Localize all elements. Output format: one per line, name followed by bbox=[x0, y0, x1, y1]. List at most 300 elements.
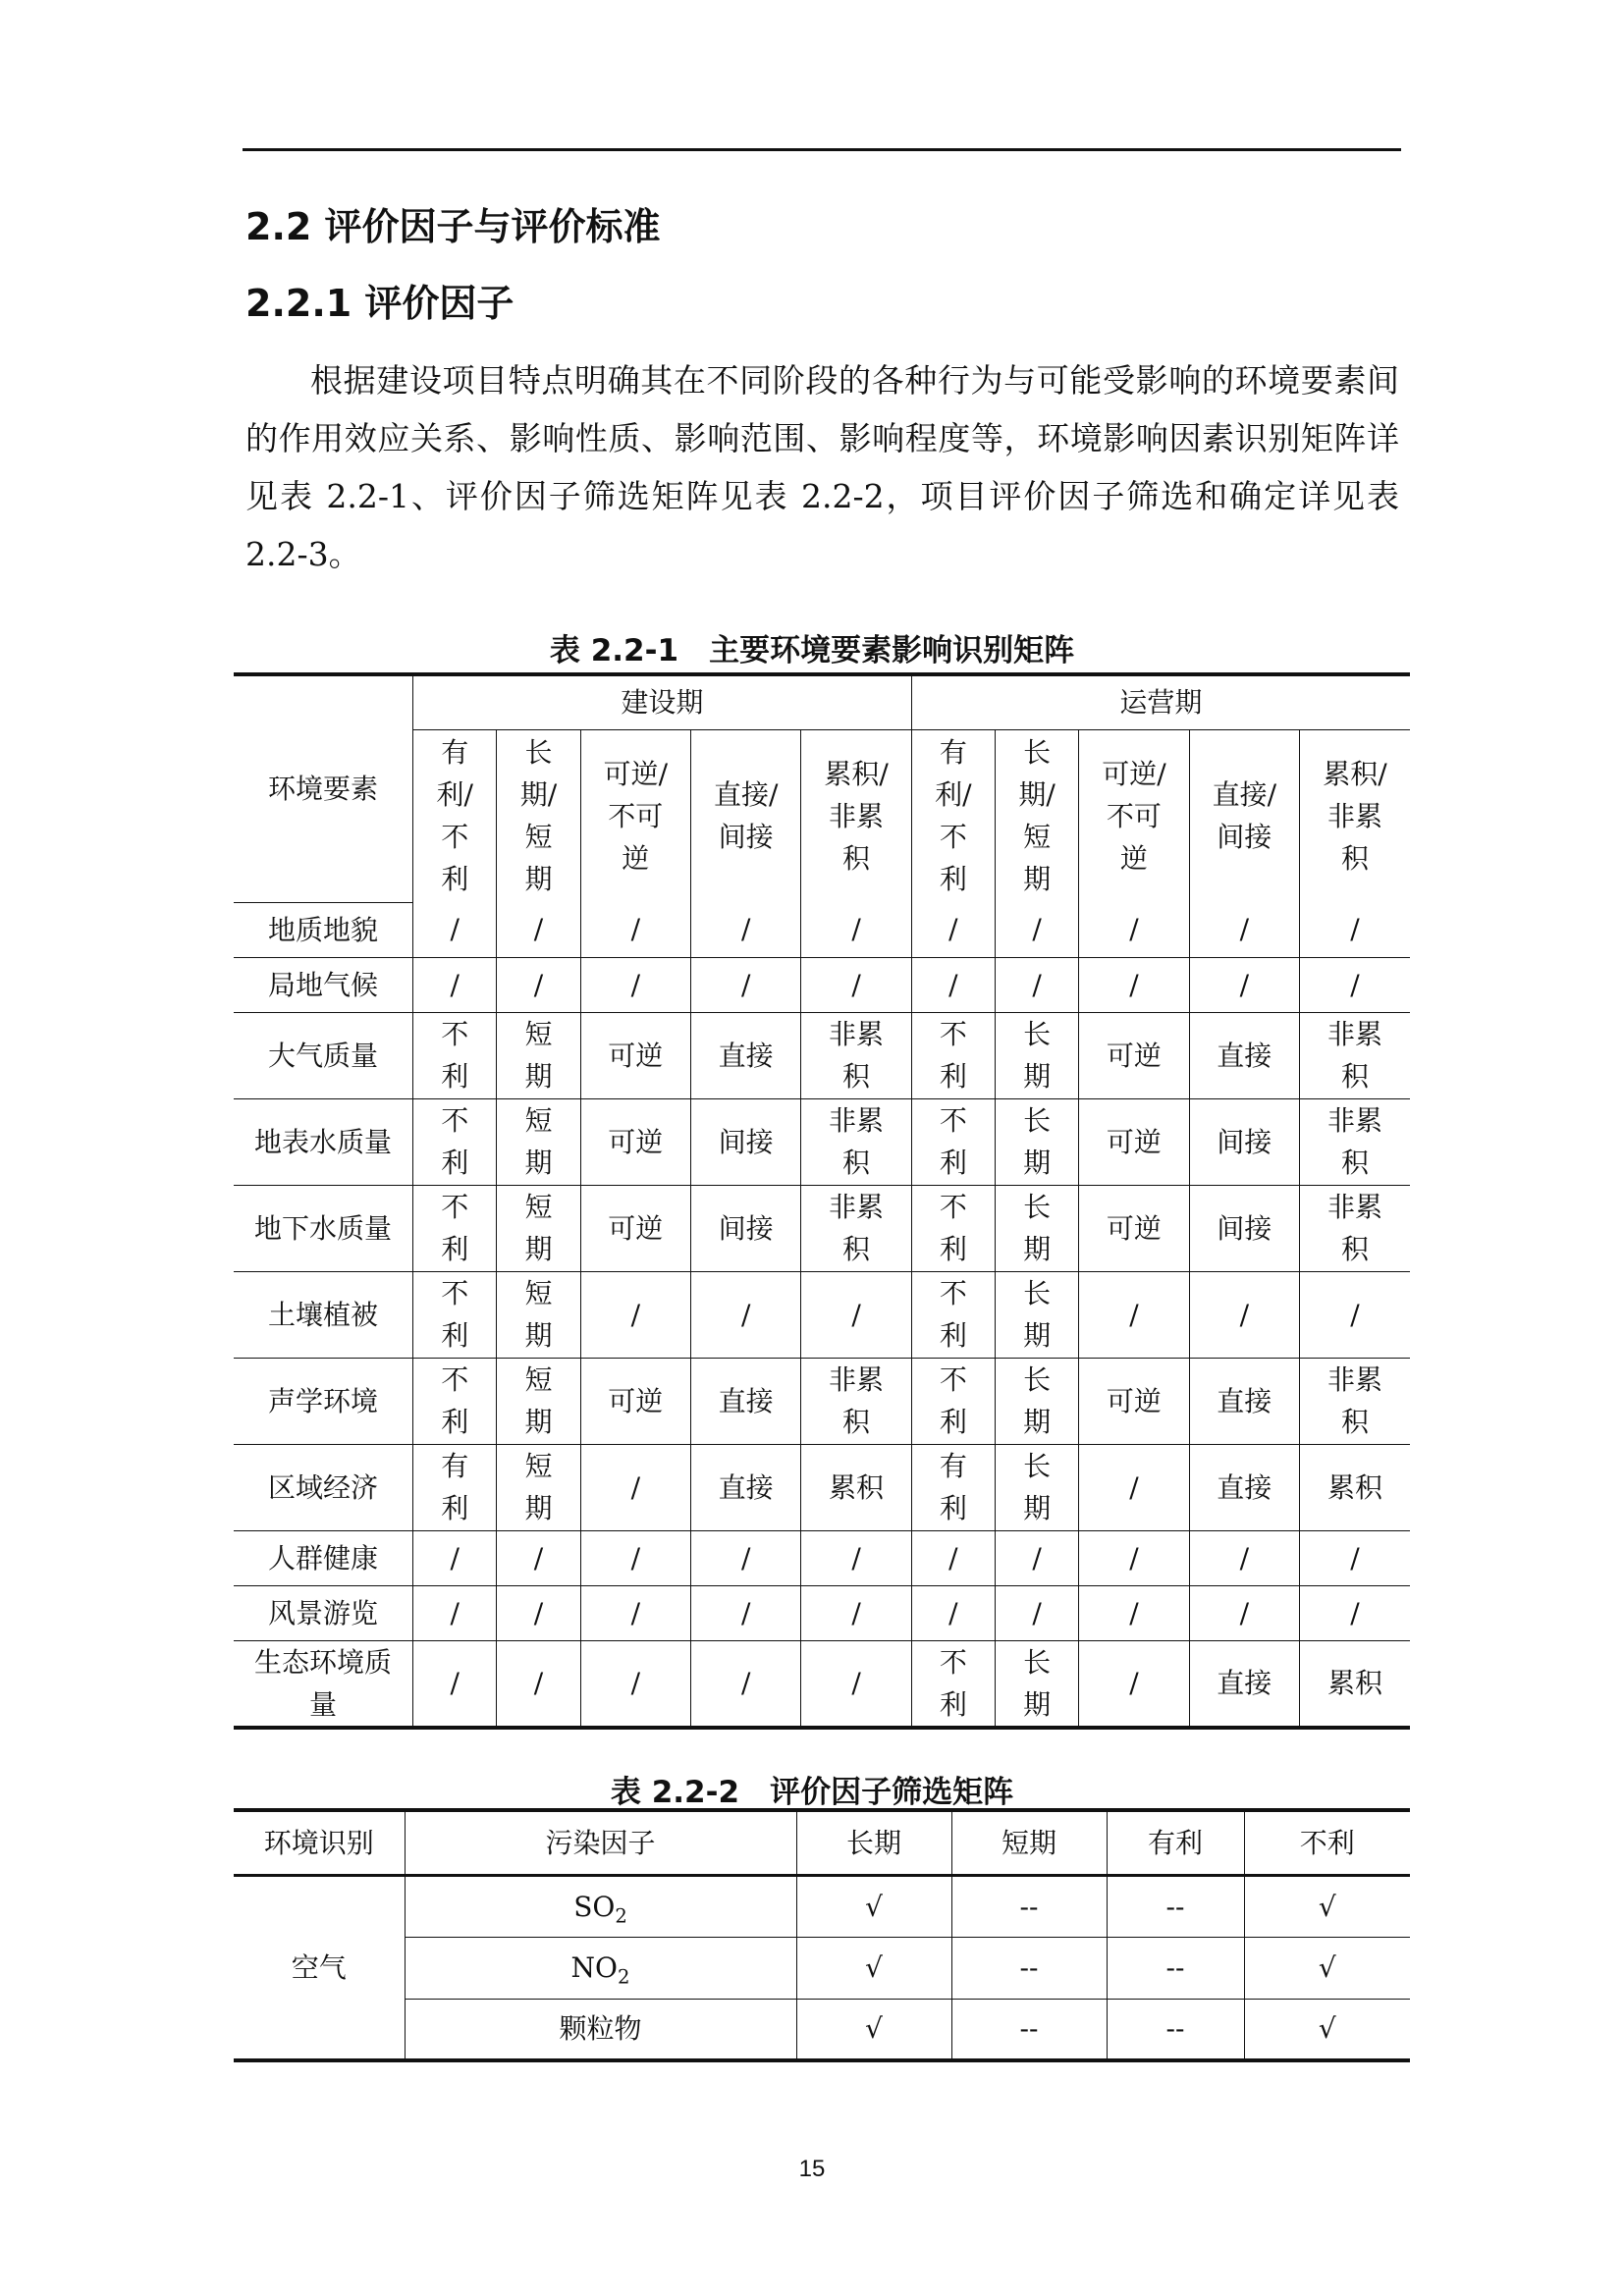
impact-cell bbox=[911, 1585, 995, 1640]
impact-cell bbox=[413, 1271, 497, 1358]
cell-line: 积 bbox=[842, 1060, 871, 1093]
cell-line: 短 bbox=[524, 821, 553, 854]
impact-cell bbox=[1299, 1530, 1410, 1585]
cell-line: 积 bbox=[842, 1147, 871, 1179]
impact-cell bbox=[413, 902, 497, 957]
cell-line: 积 bbox=[1340, 1060, 1369, 1093]
table-row bbox=[234, 1640, 1410, 1728]
impact-cell bbox=[497, 1358, 580, 1444]
cell-line: / bbox=[450, 1596, 460, 1629]
cell-line: 长 bbox=[1023, 1645, 1052, 1679]
cell-line: 非累 bbox=[829, 1018, 885, 1050]
impact-cell bbox=[1189, 902, 1299, 957]
column-header: 有利 bbox=[1107, 1810, 1244, 1875]
factor-screening-table bbox=[234, 1808, 1410, 2062]
cell-line: / bbox=[1350, 1596, 1360, 1629]
cell-line: / bbox=[851, 1667, 861, 1699]
cell-line: 期 bbox=[524, 863, 553, 896]
impact-cell bbox=[497, 957, 580, 1012]
cell-line: 期 bbox=[1023, 1319, 1052, 1352]
impact-cell bbox=[690, 1358, 800, 1444]
impact-cell bbox=[580, 902, 690, 957]
cell-line: 累积/ bbox=[824, 757, 889, 790]
impact-cell bbox=[995, 902, 1078, 957]
impact-cell bbox=[801, 957, 911, 1012]
body-paragraph: 根据建设项目特点明确其在不同阶段的各种行为与可能受影响的环境要素间的作用效应关系、影响性质、影响范围、影响程度等，环境影响因素识别矩阵详见表 2.2-1、评价因子筛选矩阵见表 2.2-2，项目评价因子筛选和确定详见表 2.2-3。 bbox=[245, 361, 1399, 573]
cell-line: 积 bbox=[1340, 1406, 1369, 1438]
cell-line: 可逆/ bbox=[603, 757, 669, 790]
element-cell bbox=[234, 1585, 413, 1640]
mark-cell-long: √ bbox=[796, 1999, 951, 2060]
mark-cell-bad: √ bbox=[1244, 1937, 1410, 1999]
element-cell bbox=[234, 1358, 413, 1444]
subsection-title: 2.2.1 评价因子 bbox=[245, 282, 514, 325]
cell-line: 不 bbox=[939, 821, 967, 854]
cell-line: 地表水质量 bbox=[254, 1125, 393, 1158]
impact-cell bbox=[413, 1530, 497, 1585]
element-cell bbox=[234, 1444, 413, 1530]
attribute-header bbox=[1189, 729, 1299, 902]
impact-cell bbox=[413, 1098, 497, 1185]
cell-line: / bbox=[1032, 1541, 1042, 1575]
impact-cell bbox=[1299, 1012, 1410, 1098]
cell-line: 有 bbox=[939, 1450, 967, 1482]
impact-cell bbox=[1299, 1185, 1410, 1271]
cell-line: 非累 bbox=[829, 1191, 885, 1223]
phase-operation: 运营期 bbox=[911, 674, 1410, 729]
cell-line: 长 bbox=[1023, 1191, 1052, 1223]
impact-cell bbox=[995, 1530, 1078, 1585]
cell-line: / bbox=[450, 1667, 460, 1699]
cell-line: / bbox=[851, 913, 861, 946]
impact-cell bbox=[1189, 1185, 1299, 1271]
mark-cell-long: √ bbox=[796, 1875, 951, 1937]
section-title: 2.2 评价因子与评价标准 bbox=[245, 205, 661, 248]
cell-line: 可逆 bbox=[1106, 1125, 1162, 1158]
mark-cell-bad: √ bbox=[1244, 1875, 1410, 1937]
cell-line: 大气质量 bbox=[268, 1039, 379, 1072]
cell-line: / bbox=[630, 1470, 641, 1504]
cell-line: 间接 bbox=[1217, 821, 1272, 854]
cell-line: 期 bbox=[524, 1492, 553, 1524]
attribute-header bbox=[690, 729, 800, 902]
cell-line: / bbox=[630, 913, 641, 946]
cell-line: 可逆 bbox=[1106, 1211, 1162, 1245]
cell-line: 直接/ bbox=[1212, 778, 1276, 812]
table-row bbox=[234, 1098, 1410, 1185]
cell-line: 不 bbox=[441, 1277, 469, 1309]
table-row bbox=[234, 1012, 1410, 1098]
cell-line: 可逆 bbox=[608, 1384, 664, 1417]
cell-line: / bbox=[948, 1596, 958, 1629]
impact-cell bbox=[1299, 1358, 1410, 1444]
cell-line: / bbox=[1129, 1298, 1139, 1331]
cell-line: 间接 bbox=[1217, 1211, 1272, 1245]
impact-cell bbox=[801, 1098, 911, 1185]
cell-line: / bbox=[450, 913, 460, 946]
cell-line: 期/ bbox=[519, 778, 558, 812]
cell-line: 长 bbox=[1023, 1018, 1052, 1050]
cell-line: 可逆 bbox=[608, 1211, 664, 1245]
cell-line: 间接 bbox=[718, 1211, 774, 1245]
impact-cell bbox=[413, 1585, 497, 1640]
cell-line: 期 bbox=[1023, 1233, 1052, 1265]
table-row bbox=[234, 1937, 1410, 1999]
mark-cell-long: √ bbox=[796, 1937, 951, 1999]
cell-line: 积 bbox=[1340, 1147, 1369, 1179]
impact-cell bbox=[690, 1012, 800, 1098]
cell-line: 不 bbox=[939, 1018, 967, 1050]
impact-cell bbox=[801, 1358, 911, 1444]
phase-construction: 建设期 bbox=[413, 674, 912, 729]
cell-line: 地质地貌 bbox=[268, 913, 379, 946]
cell-line: / bbox=[533, 1596, 544, 1629]
impact-cell bbox=[1189, 1530, 1299, 1585]
cell-line: / bbox=[1129, 1667, 1139, 1699]
cell-line: 短 bbox=[524, 1363, 553, 1396]
impact-cell bbox=[580, 1530, 690, 1585]
impact-cell bbox=[497, 1185, 580, 1271]
table-row bbox=[234, 1875, 1410, 1937]
element-cell bbox=[234, 1098, 413, 1185]
impact-cell bbox=[413, 1358, 497, 1444]
cell-line: / bbox=[1350, 1298, 1360, 1331]
cell-line: 期 bbox=[1023, 1687, 1052, 1721]
impact-cell bbox=[580, 1271, 690, 1358]
impact-cell bbox=[413, 1185, 497, 1271]
cell-line: 非累 bbox=[1326, 1104, 1382, 1137]
impact-cell bbox=[995, 1271, 1078, 1358]
cell-line: 累积 bbox=[1326, 1667, 1382, 1699]
cell-line: 长 bbox=[1023, 1277, 1052, 1309]
element-cell bbox=[234, 1185, 413, 1271]
impact-cell bbox=[911, 902, 995, 957]
impact-cell bbox=[497, 902, 580, 957]
cell-line: 长 bbox=[1023, 1104, 1052, 1137]
cell-line: 累积 bbox=[1326, 1470, 1382, 1504]
cell-line: 利 bbox=[939, 863, 967, 896]
cell-line: 期 bbox=[1023, 1406, 1052, 1438]
cell-line: / bbox=[1239, 1298, 1249, 1331]
cell-line: 积 bbox=[842, 1406, 871, 1438]
impact-cell bbox=[995, 1640, 1078, 1728]
cell-line: 期 bbox=[524, 1233, 553, 1265]
cell-line: 间接 bbox=[718, 821, 774, 854]
impact-cell bbox=[801, 1585, 911, 1640]
cell-line: 有 bbox=[441, 736, 469, 770]
cell-line: / bbox=[630, 1667, 641, 1699]
cell-line: / bbox=[1129, 1541, 1139, 1575]
cell-line: 利/ bbox=[436, 778, 473, 812]
impact-cell bbox=[1079, 1640, 1189, 1728]
cell-line: 不 bbox=[441, 1191, 469, 1223]
impact-cell bbox=[690, 957, 800, 1012]
impact-cell bbox=[911, 1098, 995, 1185]
impact-cell bbox=[995, 1358, 1078, 1444]
cell-line: / bbox=[450, 1541, 460, 1575]
impact-cell bbox=[995, 1185, 1078, 1271]
cell-line: 可逆 bbox=[608, 1039, 664, 1072]
impact-cell bbox=[690, 1444, 800, 1530]
cell-line: / bbox=[1129, 968, 1139, 1001]
impact-cell bbox=[690, 1098, 800, 1185]
mark-cell-good: -- bbox=[1107, 1999, 1244, 2060]
table-row bbox=[234, 957, 1410, 1012]
cell-line: 利/ bbox=[935, 778, 972, 812]
cell-line: / bbox=[1239, 968, 1249, 1001]
cell-line: 期 bbox=[524, 1060, 553, 1093]
cell-line: 不 bbox=[939, 1277, 967, 1309]
cell-line: 直接 bbox=[1217, 1384, 1272, 1417]
cell-line: 期 bbox=[1023, 1060, 1052, 1093]
cell-line: 不 bbox=[441, 1018, 469, 1050]
attribute-header bbox=[580, 729, 690, 902]
cell-line: 期 bbox=[524, 1406, 553, 1438]
cell-line: 不 bbox=[939, 1645, 967, 1679]
impact-cell bbox=[1299, 957, 1410, 1012]
impact-cell bbox=[911, 1530, 995, 1585]
element-cell bbox=[234, 902, 413, 957]
cell-line: 不 bbox=[939, 1191, 967, 1223]
page-number: 15 bbox=[798, 2156, 826, 2182]
cell-line: / bbox=[1239, 1541, 1249, 1575]
attribute-header bbox=[413, 729, 497, 902]
table-row bbox=[234, 1530, 1410, 1585]
impact-cell bbox=[413, 1640, 497, 1728]
cell-line: 期/ bbox=[1018, 778, 1056, 812]
impact-cell bbox=[413, 1012, 497, 1098]
impact-cell bbox=[580, 957, 690, 1012]
cell-line: / bbox=[1032, 1596, 1042, 1629]
cell-line: / bbox=[1239, 1596, 1249, 1629]
impact-cell bbox=[580, 1185, 690, 1271]
cell-line: 积 bbox=[1340, 841, 1369, 875]
cell-line: 地下水质量 bbox=[254, 1211, 393, 1245]
impact-cell bbox=[801, 1185, 911, 1271]
impact-cell bbox=[1189, 1271, 1299, 1358]
impact-cell bbox=[911, 1444, 995, 1530]
cell-line: / bbox=[740, 1667, 751, 1699]
cell-line: 直接 bbox=[718, 1384, 774, 1417]
cell-line: 利 bbox=[939, 1147, 967, 1179]
cell-line: / bbox=[630, 1596, 641, 1629]
header-rule bbox=[243, 148, 1401, 151]
column-header: 不利 bbox=[1244, 1810, 1410, 1875]
factor-subscript: 2 bbox=[618, 1965, 630, 1989]
impact-cell bbox=[995, 957, 1078, 1012]
cell-line: 利 bbox=[441, 1492, 469, 1524]
cell-line: / bbox=[1350, 968, 1360, 1001]
cell-line: / bbox=[630, 1298, 641, 1331]
cell-line: 不 bbox=[441, 1363, 469, 1396]
table-row bbox=[234, 1271, 1410, 1358]
factor-name: 颗粒物 bbox=[559, 2012, 642, 2046]
cell-line: 间接 bbox=[718, 1125, 774, 1158]
element-cell bbox=[234, 1271, 413, 1358]
impact-cell bbox=[1299, 1444, 1410, 1530]
cell-line: / bbox=[533, 1541, 544, 1575]
cell-line: 量 bbox=[309, 1687, 338, 1721]
cell-line: 逆 bbox=[1119, 841, 1148, 875]
cell-line: 非累 bbox=[1326, 1018, 1382, 1050]
cell-line: 利 bbox=[939, 1319, 967, 1352]
impact-cell bbox=[801, 902, 911, 957]
impact-cell bbox=[580, 1640, 690, 1728]
mark-cell-short: -- bbox=[951, 1937, 1107, 1999]
cell-line: 非累 bbox=[1326, 1191, 1382, 1223]
impact-cell bbox=[1189, 1585, 1299, 1640]
cell-line: 利 bbox=[441, 1406, 469, 1438]
impact-cell bbox=[413, 1444, 497, 1530]
cell-line: 利 bbox=[441, 1147, 469, 1179]
impact-cell bbox=[690, 1185, 800, 1271]
factor-subscript: 2 bbox=[615, 1904, 627, 1928]
impact-cell bbox=[1079, 1358, 1189, 1444]
impact-cell bbox=[1299, 1098, 1410, 1185]
cell-line: / bbox=[1350, 1541, 1360, 1575]
impact-cell bbox=[1079, 1098, 1189, 1185]
impact-cell bbox=[690, 1585, 800, 1640]
mark-cell-bad: √ bbox=[1244, 1999, 1410, 2060]
impact-cell bbox=[1189, 957, 1299, 1012]
impact-cell bbox=[497, 1012, 580, 1098]
cell-line: 利 bbox=[441, 1233, 469, 1265]
cell-line: / bbox=[740, 1596, 751, 1629]
impact-cell bbox=[497, 1530, 580, 1585]
impact-cell bbox=[911, 1185, 995, 1271]
cell-line: 不 bbox=[939, 1104, 967, 1137]
column-header: 长期 bbox=[796, 1810, 951, 1875]
table-row bbox=[234, 902, 1410, 957]
impact-cell bbox=[1189, 1640, 1299, 1728]
cell-line: 可逆 bbox=[1106, 1039, 1162, 1072]
impact-cell bbox=[995, 1012, 1078, 1098]
cell-line: 局地气候 bbox=[268, 968, 379, 1001]
mark-cell-short: -- bbox=[951, 1999, 1107, 2060]
cell-line: 短 bbox=[524, 1191, 553, 1223]
cell-line: 期 bbox=[524, 1319, 553, 1352]
cell-line: 期 bbox=[1023, 1492, 1052, 1524]
attribute-header bbox=[995, 729, 1078, 902]
column-header: 环境识别 bbox=[234, 1810, 405, 1875]
cell-line: 直接 bbox=[1217, 1039, 1272, 1072]
element-cell bbox=[234, 957, 413, 1012]
impact-cell bbox=[413, 957, 497, 1012]
impact-cell bbox=[580, 1444, 690, 1530]
table-row bbox=[234, 1358, 1410, 1444]
cell-line: 不 bbox=[441, 1104, 469, 1137]
cell-line: / bbox=[630, 1541, 641, 1575]
impact-cell bbox=[1079, 1530, 1189, 1585]
cell-line: / bbox=[1032, 968, 1042, 1001]
group-label: 空气 bbox=[234, 1875, 405, 2060]
impact-cell bbox=[690, 1271, 800, 1358]
cell-line: 非累 bbox=[829, 1363, 885, 1396]
cell-line: 人群健康 bbox=[268, 1541, 379, 1575]
cell-line: 积 bbox=[842, 1233, 871, 1265]
cell-line: 不可 bbox=[608, 799, 664, 832]
cell-line: 区域经济 bbox=[268, 1470, 379, 1504]
cell-line: 累积/ bbox=[1323, 757, 1387, 790]
cell-line: / bbox=[740, 1298, 751, 1331]
impact-cell bbox=[497, 1271, 580, 1358]
cell-line: / bbox=[1032, 913, 1042, 946]
attribute-header bbox=[497, 729, 580, 902]
cell-line: / bbox=[948, 913, 958, 946]
cell-line: / bbox=[948, 1541, 958, 1575]
impact-cell bbox=[497, 1585, 580, 1640]
cell-line: 可逆/ bbox=[1102, 757, 1166, 790]
impact-cell bbox=[1079, 1012, 1189, 1098]
cell-line: 逆 bbox=[622, 841, 650, 875]
impact-cell bbox=[801, 1444, 911, 1530]
cell-line: / bbox=[851, 968, 861, 1001]
cell-line: / bbox=[533, 1667, 544, 1699]
impact-cell bbox=[911, 1271, 995, 1358]
cell-line: 积 bbox=[1340, 1233, 1369, 1265]
attribute-header bbox=[1299, 729, 1410, 902]
cell-line: 短 bbox=[524, 1018, 553, 1050]
cell-line: 有 bbox=[441, 1450, 469, 1482]
impact-cell bbox=[995, 1444, 1078, 1530]
impact-cell bbox=[1299, 1640, 1410, 1728]
factor-name: SO bbox=[573, 1890, 616, 1923]
cell-line: 直接 bbox=[718, 1039, 774, 1072]
cell-line: / bbox=[533, 913, 544, 946]
cell-line: 可逆 bbox=[1106, 1384, 1162, 1417]
impact-cell bbox=[1299, 1585, 1410, 1640]
cell-line: 不可 bbox=[1106, 799, 1162, 832]
impact-cell bbox=[911, 1012, 995, 1098]
cell-line: / bbox=[740, 968, 751, 1001]
cell-line: 直接 bbox=[1217, 1470, 1272, 1504]
impact-cell bbox=[580, 1585, 690, 1640]
attribute-header bbox=[911, 729, 995, 902]
impact-cell bbox=[580, 1358, 690, 1444]
cell-line: / bbox=[740, 913, 751, 946]
table-row bbox=[234, 1999, 1410, 2060]
impact-cell bbox=[497, 1098, 580, 1185]
cell-line: / bbox=[533, 968, 544, 1001]
cell-line: / bbox=[450, 968, 460, 1001]
impact-cell bbox=[1079, 1271, 1189, 1358]
cell-line: 声学环境 bbox=[268, 1384, 379, 1417]
element-header: 环境要素 bbox=[234, 674, 413, 902]
impact-cell bbox=[995, 1585, 1078, 1640]
cell-line: 直接/ bbox=[713, 778, 779, 812]
cell-line: 利 bbox=[939, 1406, 967, 1438]
impact-cell bbox=[1079, 957, 1189, 1012]
cell-line: / bbox=[1350, 913, 1360, 946]
cell-line: 累积 bbox=[829, 1470, 885, 1504]
cell-line: / bbox=[740, 1541, 751, 1575]
attribute-header bbox=[1079, 729, 1189, 902]
cell-line: 非累 bbox=[1326, 1363, 1382, 1396]
cell-line: 利 bbox=[441, 863, 469, 896]
cell-line: 期 bbox=[524, 1147, 553, 1179]
impact-matrix-table bbox=[234, 672, 1410, 1730]
impact-cell bbox=[1189, 1098, 1299, 1185]
cell-line: 有 bbox=[939, 736, 967, 770]
cell-line: / bbox=[630, 968, 641, 1001]
cell-line: / bbox=[851, 1541, 861, 1575]
mark-cell-good: -- bbox=[1107, 1875, 1244, 1937]
impact-cell bbox=[911, 1640, 995, 1728]
cell-line: 长 bbox=[1023, 736, 1052, 770]
impact-cell bbox=[1189, 1012, 1299, 1098]
cell-line: 短 bbox=[524, 1450, 553, 1482]
cell-line: / bbox=[1129, 1470, 1139, 1504]
